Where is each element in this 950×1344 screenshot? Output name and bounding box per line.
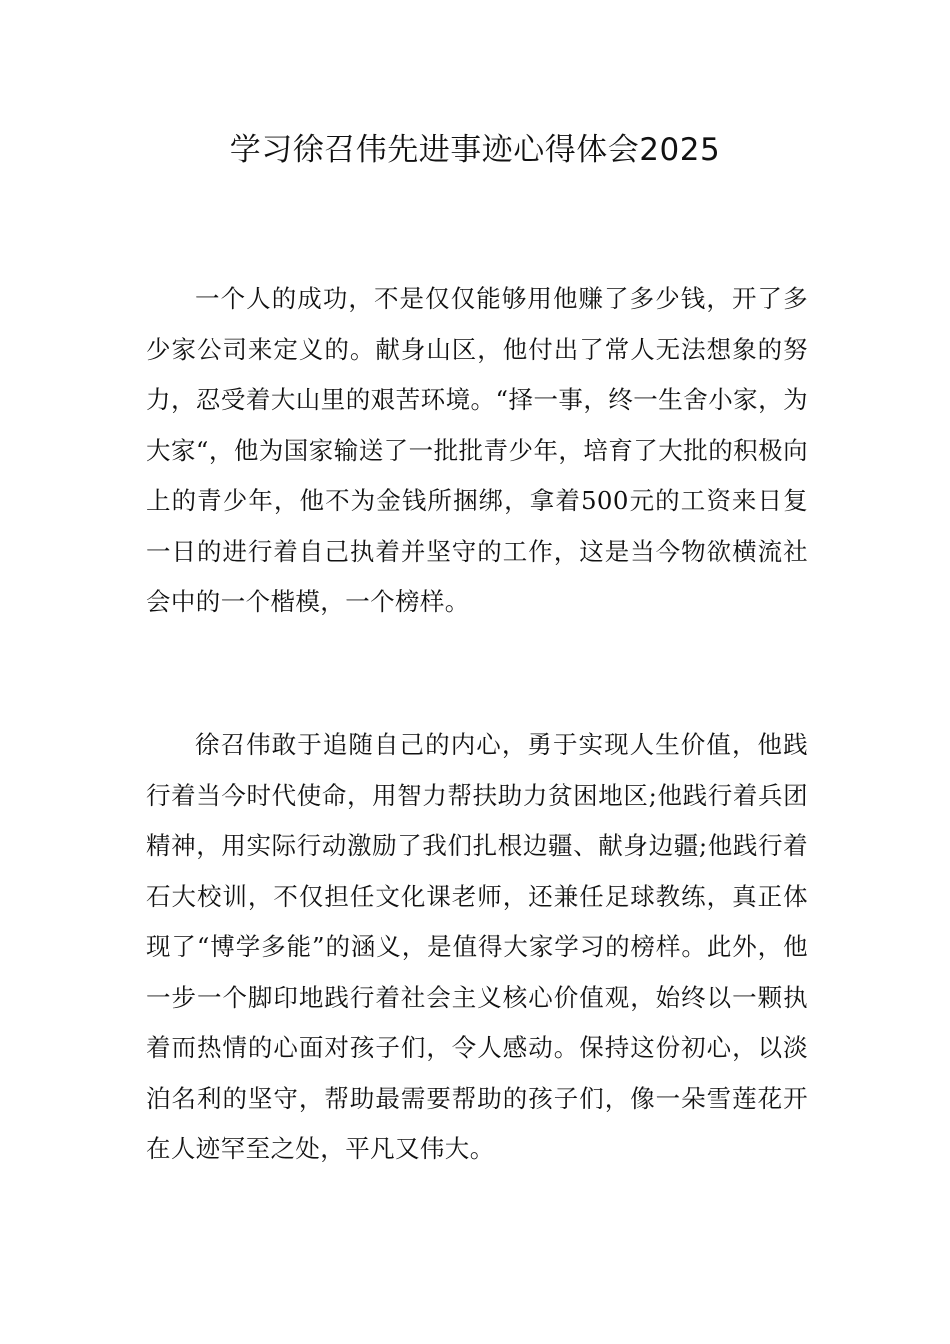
document-title: 学习徐召伟先进事迹心得体会2025	[229, 132, 721, 168]
paragraph-2: 徐召伟敢于追随自己的内心，勇于实现人生价值，他践行着当今时代使命，用智力帮扶助力贫困地区;他践行着兵团精神，用实际行动激励了我们扎根边疆、献身边疆;他践行着石大校训，不仅担任文化课老师，还兼任足球教练，真正体现了“博学多能”的涵义，是值得大家学习的榜样。此外，他一步一个脚印地践行着社会主义核心价值观，始终以一颗执着而热情的心面对孩子们，令人感动。保持这份初心，以淡泊名利的坚守，帮助最需要帮助的孩子们，像一朵雪莲花开在人迹罕至之处，平凡又伟大。	[146, 730, 808, 1163]
paragraph-1: 一个人的成功，不是仅仅能够用他赚了多少钱，开了多少家公司来定义的。献身山区，他付出了常人无法想象的努力，忍受着大山里的艰苦环境。“择一事，终一生舍小家，为大家“，他为国家输送了一批批青少年，培育了大批的积极向上的青少年，他不为金钱所捆绑，拿着500元的工资来日复一日的进行着自己执着并坚守的工作，这是当今物欲横流社会中的一个楷模，一个榜样。	[146, 284, 808, 616]
